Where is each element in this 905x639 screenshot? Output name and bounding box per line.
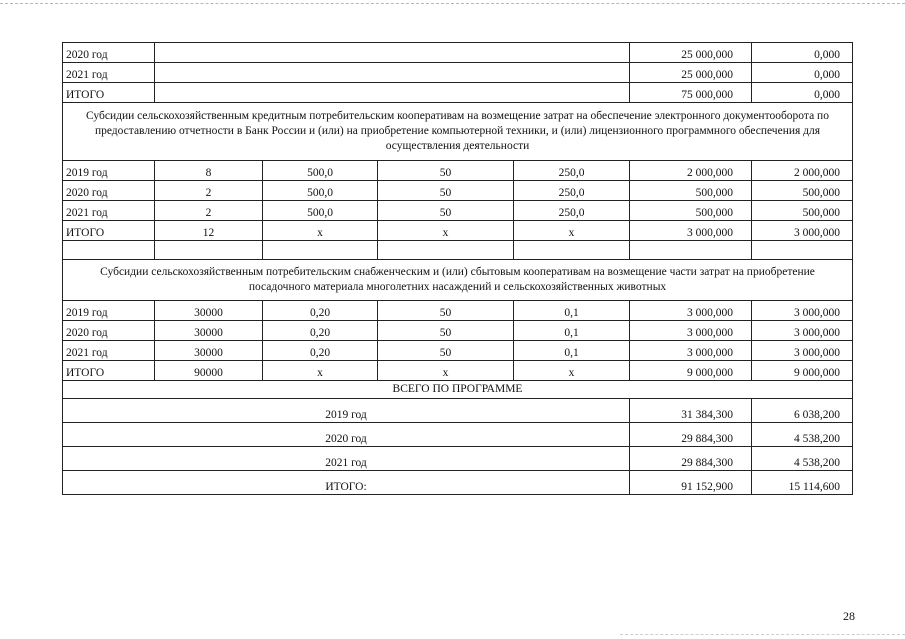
section-heading-row — [63, 103, 853, 161]
percent-cell: 50 — [378, 181, 514, 201]
rate-cell: х — [514, 221, 630, 241]
cost-cell: 500,0 — [263, 201, 378, 221]
row-label: 2019 год — [63, 399, 630, 423]
subsidy-cell: 4 538,200 — [752, 447, 853, 471]
quantity-cell: 30000 — [155, 341, 263, 361]
quantity-cell: 8 — [155, 161, 263, 181]
row-label: 2020 год — [63, 321, 155, 341]
subsidy-cell: 6 038,200 — [752, 399, 853, 423]
subsidy-cell: 2 000,000 — [752, 161, 853, 181]
subsidy-cell: 4 538,200 — [752, 423, 853, 447]
empty-cell — [155, 83, 630, 103]
row-label: 2021 год — [63, 201, 155, 221]
row-label: ИТОГО — [63, 361, 155, 381]
total-cell: 500,000 — [630, 201, 752, 221]
row-label: 2020 год — [63, 43, 155, 63]
row-label: ИТОГО — [63, 83, 155, 103]
table-row — [63, 341, 853, 361]
cost-cell: х — [263, 221, 378, 241]
total-cell: 29 884,300 — [630, 447, 752, 471]
total-cell: 25 000,000 — [630, 43, 752, 63]
section-heading: Субсидии сельскохозяйственным потребительским снабженческим и (или) сбытовым кооперативам на возмещение части затрат на приобретение посадочного материала многолетних насаждений и сельскохозяйственных животных — [63, 260, 853, 301]
table-row — [63, 471, 853, 495]
total-cell: 3 000,000 — [630, 301, 752, 321]
total-cell: 3 000,000 — [630, 321, 752, 341]
scan-bottom-edge — [620, 634, 905, 635]
subsidy-cell: 3 000,000 — [752, 321, 853, 341]
empty-cell — [155, 63, 630, 83]
total-cell: 31 384,300 — [630, 399, 752, 423]
table-row — [63, 43, 853, 63]
scan-top-edge — [0, 3, 905, 4]
quantity-cell: 2 — [155, 201, 263, 221]
row-label: 2019 год — [63, 161, 155, 181]
cost-cell: 0,20 — [263, 321, 378, 341]
page-number: 28 — [843, 609, 855, 623]
program-total-heading: ВСЕГО ПО ПРОГРАММЕ — [63, 381, 853, 399]
percent-cell: 50 — [378, 301, 514, 321]
table-row — [63, 361, 853, 381]
total-cell: 75 000,000 — [630, 83, 752, 103]
total-cell: 3 000,000 — [630, 221, 752, 241]
cost-cell: 0,20 — [263, 301, 378, 321]
row-label: 2020 год — [63, 181, 155, 201]
table-row — [63, 161, 853, 181]
subsidy-cell: 500,000 — [752, 181, 853, 201]
row-label: 2021 год — [63, 447, 630, 471]
empty-row — [63, 241, 853, 260]
percent-cell: х — [378, 361, 514, 381]
table-row — [63, 301, 853, 321]
total-cell: 25 000,000 — [630, 63, 752, 83]
table-row — [63, 201, 853, 221]
subsidy-cell: 0,000 — [752, 63, 853, 83]
table-row — [63, 423, 853, 447]
subsidy-cell: 3 000,000 — [752, 341, 853, 361]
rate-cell: 250,0 — [514, 201, 630, 221]
quantity-cell: 30000 — [155, 321, 263, 341]
cost-cell: х — [263, 361, 378, 381]
program-total-heading-row — [63, 381, 853, 399]
quantity-cell: 12 — [155, 221, 263, 241]
row-label: 2019 год — [63, 301, 155, 321]
subsidy-cell: 9 000,000 — [752, 361, 853, 381]
row-label: ИТОГО: — [63, 471, 630, 495]
table-row — [63, 447, 853, 471]
subsidy-cell: 500,000 — [752, 201, 853, 221]
rate-cell: 250,0 — [514, 181, 630, 201]
percent-cell: 50 — [378, 201, 514, 221]
row-label: 2020 год — [63, 423, 630, 447]
rate-cell: 0,1 — [514, 341, 630, 361]
table-row — [63, 63, 853, 83]
table-row — [63, 83, 853, 103]
rate-cell: 0,1 — [514, 321, 630, 341]
table-row — [63, 221, 853, 241]
row-label: ИТОГО — [63, 221, 155, 241]
rate-cell: 250,0 — [514, 161, 630, 181]
total-cell: 2 000,000 — [630, 161, 752, 181]
percent-cell: 50 — [378, 341, 514, 361]
subsidy-cell: 15 114,600 — [752, 471, 853, 495]
table-row — [63, 399, 853, 423]
quantity-cell: 30000 — [155, 301, 263, 321]
percent-cell: х — [378, 221, 514, 241]
total-cell: 500,000 — [630, 181, 752, 201]
program-budget-table — [62, 42, 853, 495]
total-cell: 3 000,000 — [630, 341, 752, 361]
total-cell: 29 884,300 — [630, 423, 752, 447]
total-cell: 9 000,000 — [630, 361, 752, 381]
cost-cell: 500,0 — [263, 181, 378, 201]
row-label: 2021 год — [63, 341, 155, 361]
table-row — [63, 181, 853, 201]
rate-cell: 0,1 — [514, 301, 630, 321]
quantity-cell: 90000 — [155, 361, 263, 381]
empty-cell — [155, 43, 630, 63]
percent-cell: 50 — [378, 161, 514, 181]
table-row — [63, 321, 853, 341]
quantity-cell: 2 — [155, 181, 263, 201]
cost-cell: 0,20 — [263, 341, 378, 361]
total-cell: 91 152,900 — [630, 471, 752, 495]
row-label: 2021 год — [63, 63, 155, 83]
percent-cell: 50 — [378, 321, 514, 341]
subsidy-cell: 0,000 — [752, 43, 853, 63]
section-heading-row — [63, 260, 853, 301]
section-heading: Субсидии сельскохозяйственным кредитным потребительским кооперативам на возмещение затрат на обеспечение электронного документооборота по предоставлению отчетности в Банк России и (или) на приобретение компьютерной техники, и (или) лицензионного программного обеспечения для осуществления деятельности — [63, 103, 853, 161]
rate-cell: х — [514, 361, 630, 381]
subsidy-cell: 0,000 — [752, 83, 853, 103]
subsidy-cell: 3 000,000 — [752, 301, 853, 321]
subsidy-cell: 3 000,000 — [752, 221, 853, 241]
cost-cell: 500,0 — [263, 161, 378, 181]
